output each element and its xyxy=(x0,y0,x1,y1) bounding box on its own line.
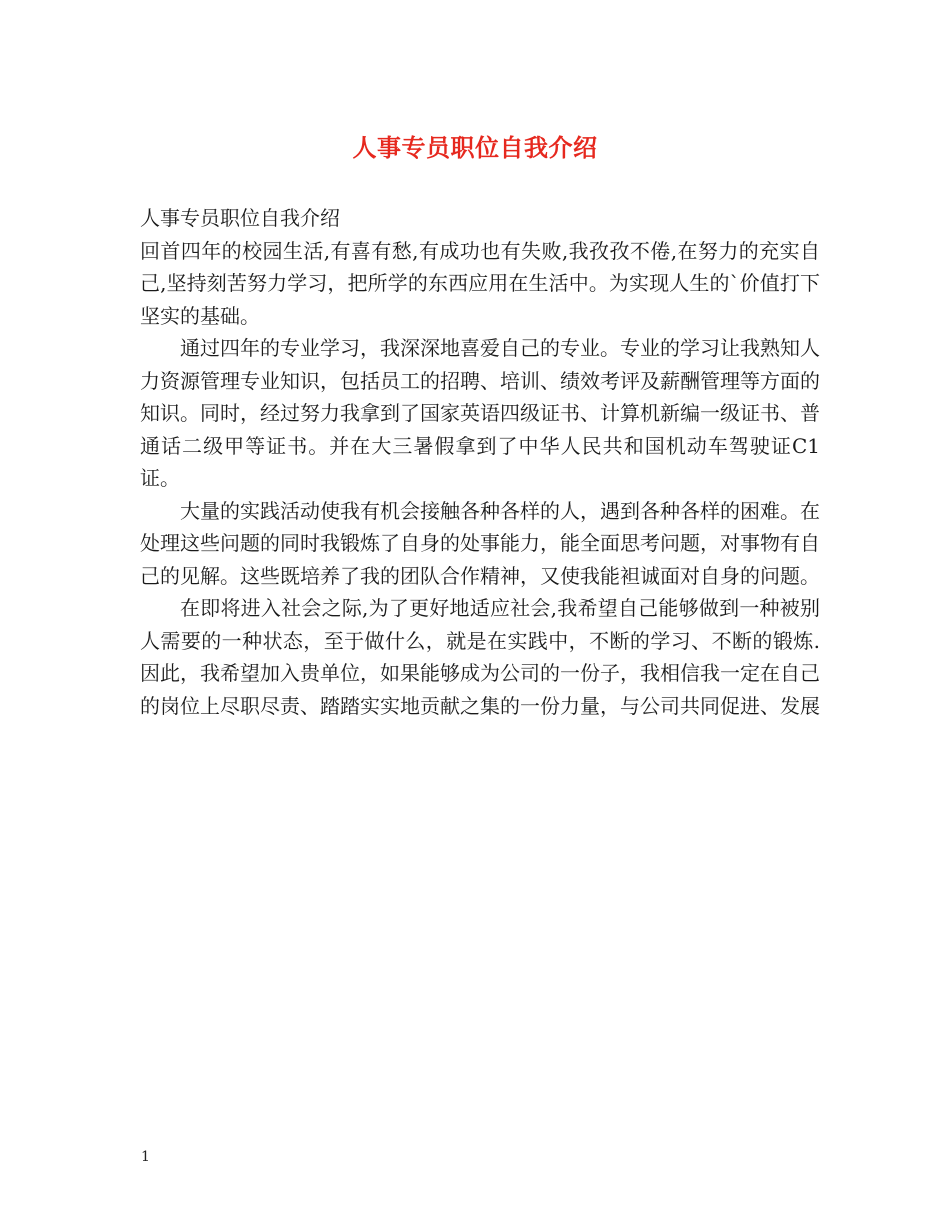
paragraph-4: 在即将进入社会之际,为了更好地适应社会,我希望自己能够做到一种被别人需要的一种状态，至于做什么，就是在实践中，不断的学习、不断的锻炼.因此，我希望加入贵单位，如果能够成为公司的一份子，我相信我一定在自己的岗位上尽职尽责、踏踏实实地贡献之集的一份力量，与公司共同促进、发展 xyxy=(140,596,820,718)
page-number: 1 xyxy=(141,1149,150,1165)
paragraph-1: 回首四年的校园生活,有喜有愁,有成功也有失败,我孜孜不倦,在努力的充实自己,坚持刻苦努力学习，把所学的东西应用在生活中。为实现人生的`价值打下坚实的基础。 xyxy=(140,238,820,328)
paragraph-2: 通过四年的专业学习，我深深地喜爱自己的专业。专业的学习让我熟知人力资源管理专业知识，包括员工的招聘、培训、绩效考评及薪酬管理等方面的知识。同时，经过努力我拿到了国家英语四级证书、计算机新编一级证书、普通话二级甲等证书。并在大三暑假拿到了中华人民共和国机动车驾驶证C1证。 xyxy=(140,336,820,490)
document-title: 人事专员职位自我介绍 xyxy=(352,134,598,162)
heading-line: 人事专员职位自我介绍 xyxy=(140,206,340,230)
paragraph-3: 大量的实践活动使我有机会接触各种各样的人，遇到各种各样的困难。在处理这些问题的同时我锻炼了自身的处事能力，能全面思考问题，对事物有自己的见解。这些既培养了我的团队合作精神，又使我能袒诚面对自身的问题。 xyxy=(140,498,820,588)
document-body xyxy=(140,202,820,722)
